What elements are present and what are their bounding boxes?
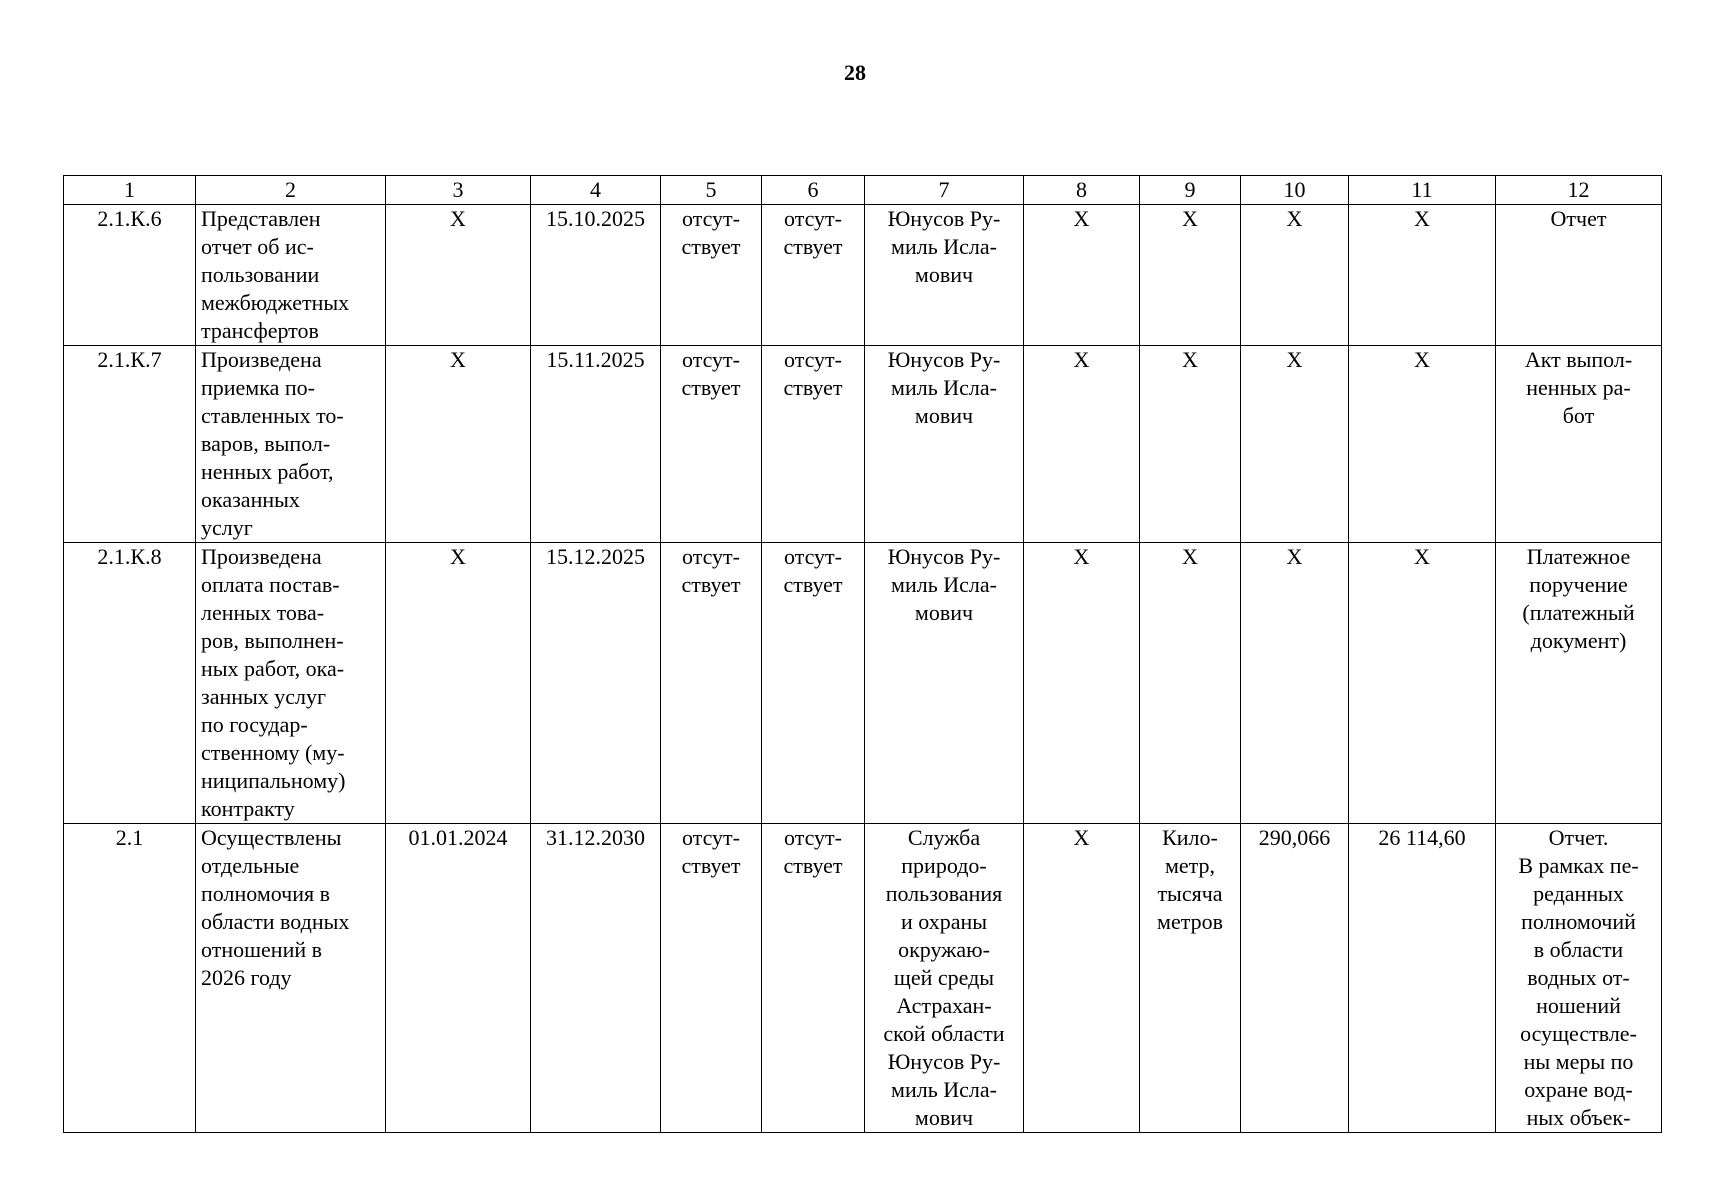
row-document: Отчет. В рамках пе- реданных полномочий в области водных от- ношений осуществле- ны меры по охране вод- ных объек-	[1496, 824, 1662, 1133]
column-number: 9	[1140, 176, 1241, 205]
row-col10: X	[1241, 543, 1349, 824]
row-code: 2.1.К.6	[64, 205, 196, 346]
row-col10: X	[1241, 346, 1349, 543]
row-responsible: Служба природо- пользования и охраны окружаю- щей среды Астрахан- ской области Юнусов Ру- миль Исла- мович	[865, 824, 1024, 1133]
column-number: 12	[1496, 176, 1662, 205]
row-col5: отсут- ствует	[661, 346, 762, 543]
column-number: 7	[865, 176, 1024, 205]
row-code: 2.1.К.7	[64, 346, 196, 543]
plan-table	[63, 175, 1662, 1133]
row-document: Платежное поручение (платежный документ)	[1496, 543, 1662, 824]
row-col10: X	[1241, 205, 1349, 346]
row-event: Произведена оплата постав- ленных това- ров, выполнен- ных работ, ока- занных услуг по государ- ственному (му- ниципальному) контракту	[196, 543, 386, 824]
row-start-date: X	[386, 346, 531, 543]
row-event: Представлен отчет об ис- пользовании межбюджетных трансфертов	[196, 205, 386, 346]
table-row	[64, 824, 1662, 1133]
table-row	[64, 346, 1662, 543]
row-col8: X	[1024, 824, 1140, 1133]
row-col6: отсут- ствует	[762, 205, 865, 346]
row-col8: X	[1024, 205, 1140, 346]
row-col8: X	[1024, 346, 1140, 543]
row-start-date: X	[386, 543, 531, 824]
row-event: Осуществлены отдельные полномочия в области водных отношений в 2026 году	[196, 824, 386, 1133]
column-number: 6	[762, 176, 865, 205]
column-number: 5	[661, 176, 762, 205]
row-col11: X	[1349, 543, 1496, 824]
column-number: 11	[1349, 176, 1496, 205]
row-col9: X	[1140, 543, 1241, 824]
row-end-date: 15.11.2025	[531, 346, 661, 543]
row-document: Акт выпол- ненных ра- бот	[1496, 346, 1662, 543]
row-col9: X	[1140, 205, 1241, 346]
row-col11: 26 114,60	[1349, 824, 1496, 1133]
column-number: 10	[1241, 176, 1349, 205]
row-code: 2.1	[64, 824, 196, 1133]
row-col6: отсут- ствует	[762, 543, 865, 824]
column-number-row	[64, 176, 1662, 205]
column-number: 4	[531, 176, 661, 205]
row-col5: отсут- ствует	[661, 543, 762, 824]
column-number: 2	[196, 176, 386, 205]
row-start-date: X	[386, 205, 531, 346]
row-col6: отсут- ствует	[762, 824, 865, 1133]
column-number: 8	[1024, 176, 1140, 205]
row-end-date: 31.12.2030	[531, 824, 661, 1133]
row-col11: X	[1349, 346, 1496, 543]
row-col5: отсут- ствует	[661, 824, 762, 1133]
column-number: 1	[64, 176, 196, 205]
page-number: 28	[844, 60, 866, 85]
row-col11: X	[1349, 205, 1496, 346]
row-responsible: Юнусов Ру- миль Исла- мович	[865, 346, 1024, 543]
row-responsible: Юнусов Ру- миль Исла- мович	[865, 543, 1024, 824]
row-col9: X	[1140, 346, 1241, 543]
row-document: Отчет	[1496, 205, 1662, 346]
row-col5: отсут- ствует	[661, 205, 762, 346]
column-number: 3	[386, 176, 531, 205]
row-responsible: Юнусов Ру- миль Исла- мович	[865, 205, 1024, 346]
row-start-date: 01.01.2024	[386, 824, 531, 1133]
row-col9: Кило- метр, тысяча метров	[1140, 824, 1241, 1133]
row-code: 2.1.К.8	[64, 543, 196, 824]
row-end-date: 15.10.2025	[531, 205, 661, 346]
table-row	[64, 205, 1662, 346]
row-col6: отсут- ствует	[762, 346, 865, 543]
row-col10: 290,066	[1241, 824, 1349, 1133]
row-event: Произведена приемка по- ставленных то- варов, выпол- ненных работ, оказанных услуг	[196, 346, 386, 543]
table-row	[64, 543, 1662, 824]
row-col8: X	[1024, 543, 1140, 824]
row-end-date: 15.12.2025	[531, 543, 661, 824]
